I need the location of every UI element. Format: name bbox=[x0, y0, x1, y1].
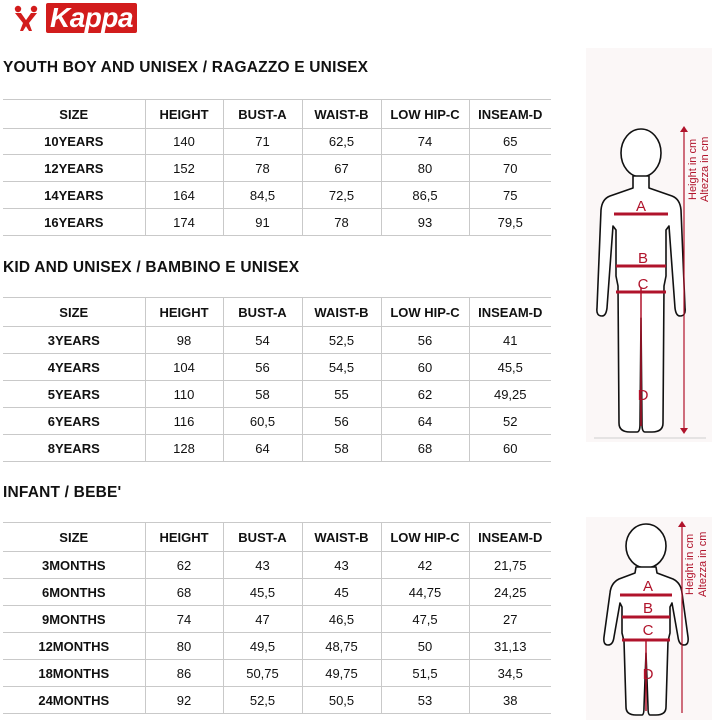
waist-cell: 54,5 bbox=[302, 354, 381, 381]
low-hip-cell: 74 bbox=[381, 129, 469, 155]
size-cell: 5YEARS bbox=[3, 381, 145, 408]
table-row bbox=[3, 381, 551, 408]
size-cell: 9MONTHS bbox=[3, 606, 145, 633]
low-hip-cell: 62 bbox=[381, 381, 469, 408]
infant-measurement-figure bbox=[586, 517, 712, 720]
height-cell: 128 bbox=[145, 435, 223, 462]
low-hip-cell: 68 bbox=[381, 435, 469, 462]
bust-cell: 47 bbox=[223, 606, 302, 633]
table-row bbox=[3, 354, 551, 381]
section-title-youth: YOUTH BOY AND UNISEX / RAGAZZO E UNISEX bbox=[3, 59, 369, 76]
marker-c: C bbox=[642, 622, 654, 639]
bust-cell: 58 bbox=[223, 381, 302, 408]
marker-a: A bbox=[642, 578, 654, 595]
height-cell: 80 bbox=[145, 633, 223, 660]
height-cell: 116 bbox=[145, 408, 223, 435]
bust-cell: 49,5 bbox=[223, 633, 302, 660]
inseam-cell: 49,25 bbox=[493, 386, 527, 402]
bust-cell: 43 bbox=[223, 552, 302, 579]
height-cell: 92 bbox=[145, 687, 223, 714]
section-title-kid: KID AND UNISEX / BAMBINO E UNISEX bbox=[3, 259, 300, 276]
size-cell: 10YEARS bbox=[3, 129, 145, 155]
table-row bbox=[3, 435, 551, 462]
table-row bbox=[3, 606, 551, 633]
header-height: HEIGHT bbox=[145, 298, 223, 327]
marker-b: B bbox=[637, 250, 649, 267]
inseam-cell: 31,13 bbox=[493, 638, 527, 654]
waist-cell: 43 bbox=[302, 552, 381, 579]
height-cell: 164 bbox=[145, 182, 223, 209]
height-cell: 140 bbox=[145, 129, 223, 155]
inseam-cell: 65 bbox=[503, 134, 518, 149]
size-cell: 14YEARS bbox=[3, 182, 145, 209]
inseam-cell: 79,5 bbox=[497, 214, 523, 230]
header-size: SIZE bbox=[3, 298, 145, 327]
bust-cell: 56 bbox=[223, 354, 302, 381]
size-cell: 6MONTHS bbox=[3, 579, 145, 606]
height-cell: 110 bbox=[145, 381, 223, 408]
table-header-row bbox=[3, 523, 551, 552]
inseam-cell: 24,25 bbox=[493, 584, 527, 600]
waist-cell: 58 bbox=[302, 435, 381, 462]
header-low-hip: LOW HIP-C bbox=[381, 100, 469, 129]
height-cell: 104 bbox=[145, 354, 223, 381]
header-waist: WAIST-B bbox=[302, 523, 381, 552]
size-cell: 18MONTHS bbox=[3, 660, 145, 687]
low-hip-cell: 64 bbox=[381, 408, 469, 435]
waist-cell: 49,75 bbox=[302, 660, 381, 687]
waist-cell: 45 bbox=[302, 579, 381, 606]
inseam-cell: 38 bbox=[503, 692, 518, 708]
size-cell: 12MONTHS bbox=[3, 633, 145, 660]
bust-cell: 78 bbox=[223, 155, 302, 182]
table-row bbox=[3, 327, 551, 354]
low-hip-cell: 60 bbox=[381, 354, 469, 381]
waist-cell: 46,5 bbox=[302, 606, 381, 633]
kappa-wordmark bbox=[46, 3, 137, 33]
bust-cell: 91 bbox=[223, 209, 302, 236]
height-label-en: Height in cm bbox=[687, 138, 699, 200]
table-header-row bbox=[3, 100, 551, 129]
low-hip-cell: 53 bbox=[381, 687, 469, 714]
size-table-kid bbox=[3, 297, 551, 462]
low-hip-cell: 93 bbox=[381, 209, 469, 236]
height-cell: 68 bbox=[145, 579, 223, 606]
low-hip-cell: 47,5 bbox=[381, 606, 469, 633]
header-size: SIZE bbox=[3, 523, 145, 552]
size-table-infant bbox=[3, 522, 551, 714]
bust-cell: 50,75 bbox=[223, 660, 302, 687]
header-height: HEIGHT bbox=[145, 523, 223, 552]
waist-cell: 52,5 bbox=[302, 327, 381, 354]
size-cell: 3MONTHS bbox=[3, 552, 145, 579]
table-row bbox=[3, 182, 551, 209]
marker-d: D bbox=[642, 666, 654, 683]
low-hip-cell: 51,5 bbox=[381, 660, 469, 687]
size-table-youth bbox=[3, 99, 551, 236]
inseam-cell: 52 bbox=[503, 413, 518, 429]
header-size: SIZE bbox=[3, 100, 145, 129]
header-inseam: INSEAM-D bbox=[478, 106, 543, 122]
bust-cell: 45,5 bbox=[223, 579, 302, 606]
header-bust: BUST-A bbox=[223, 298, 302, 327]
marker-c: C bbox=[637, 276, 649, 293]
low-hip-cell: 86,5 bbox=[381, 182, 469, 209]
kappa-logo bbox=[6, 2, 137, 34]
inseam-cell: 45,5 bbox=[497, 359, 523, 375]
inseam-cell: 34,5 bbox=[497, 665, 523, 681]
low-hip-cell: 56 bbox=[381, 327, 469, 354]
header-low-hip: LOW HIP-C bbox=[381, 523, 469, 552]
section-title-infant: INFANT / BEBE' bbox=[3, 484, 122, 501]
table-row bbox=[3, 155, 551, 182]
brand-name: Kappa bbox=[50, 2, 134, 33]
table-row bbox=[3, 552, 551, 579]
inseam-cell: 75 bbox=[503, 187, 518, 203]
table-row bbox=[3, 633, 551, 660]
size-cell: 4YEARS bbox=[3, 354, 145, 381]
height-cell: 62 bbox=[145, 552, 223, 579]
bust-cell: 71 bbox=[223, 129, 302, 155]
header-inseam: INSEAM-D bbox=[478, 529, 543, 545]
height-label-en: Height in cm bbox=[684, 533, 696, 595]
waist-cell: 72,5 bbox=[302, 182, 381, 209]
header-waist: WAIST-B bbox=[302, 100, 381, 129]
low-hip-cell: 44,75 bbox=[381, 579, 469, 606]
header-bust: BUST-A bbox=[223, 100, 302, 129]
height-label-it: Altezza in cm bbox=[697, 531, 709, 597]
height-cell: 98 bbox=[145, 327, 223, 354]
header-bust: BUST-A bbox=[223, 523, 302, 552]
bust-cell: 84,5 bbox=[223, 182, 302, 209]
waist-cell: 56 bbox=[302, 408, 381, 435]
bust-cell: 60,5 bbox=[223, 408, 302, 435]
table-row bbox=[3, 209, 551, 236]
header-low-hip: LOW HIP-C bbox=[381, 298, 469, 327]
marker-b: B bbox=[642, 600, 654, 617]
inseam-cell: 41 bbox=[503, 332, 518, 348]
table-row bbox=[3, 687, 551, 714]
waist-cell: 50,5 bbox=[302, 687, 381, 714]
bust-cell: 64 bbox=[223, 435, 302, 462]
size-cell: 3YEARS bbox=[3, 327, 145, 354]
size-cell: 16YEARS bbox=[3, 209, 145, 236]
waist-cell: 55 bbox=[302, 381, 381, 408]
table-row bbox=[3, 129, 551, 155]
table-header-row bbox=[3, 298, 551, 327]
header-waist: WAIST-B bbox=[302, 298, 381, 327]
header-height: HEIGHT bbox=[145, 100, 223, 129]
inseam-cell: 70 bbox=[503, 160, 518, 176]
marker-d: D bbox=[637, 387, 649, 404]
size-cell: 8YEARS bbox=[3, 435, 145, 462]
child-measurement-figure bbox=[586, 48, 712, 442]
bust-cell: 52,5 bbox=[223, 687, 302, 714]
height-cell: 86 bbox=[145, 660, 223, 687]
low-hip-cell: 80 bbox=[381, 155, 469, 182]
table-row bbox=[3, 660, 551, 687]
kappa-omini-logo-icon bbox=[6, 3, 46, 33]
waist-cell: 78 bbox=[302, 209, 381, 236]
table-row bbox=[3, 408, 551, 435]
waist-cell: 62,5 bbox=[302, 129, 381, 155]
height-cell: 74 bbox=[145, 606, 223, 633]
size-cell: 24MONTHS bbox=[3, 687, 145, 714]
waist-cell: 48,75 bbox=[302, 633, 381, 660]
low-hip-cell: 42 bbox=[381, 552, 469, 579]
inseam-cell: 60 bbox=[503, 440, 518, 456]
waist-cell: 67 bbox=[302, 155, 381, 182]
bust-cell: 54 bbox=[223, 327, 302, 354]
height-label-it: Altezza in cm bbox=[699, 136, 711, 202]
inseam-cell: 27 bbox=[503, 611, 518, 627]
size-cell: 6YEARS bbox=[3, 408, 145, 435]
header-inseam: INSEAM-D bbox=[478, 304, 543, 320]
low-hip-cell: 50 bbox=[381, 633, 469, 660]
inseam-cell: 21,75 bbox=[493, 557, 527, 573]
table-row bbox=[3, 579, 551, 606]
height-cell: 174 bbox=[145, 209, 223, 236]
size-cell: 12YEARS bbox=[3, 155, 145, 182]
height-cell: 152 bbox=[145, 155, 223, 182]
marker-a: A bbox=[635, 198, 647, 215]
